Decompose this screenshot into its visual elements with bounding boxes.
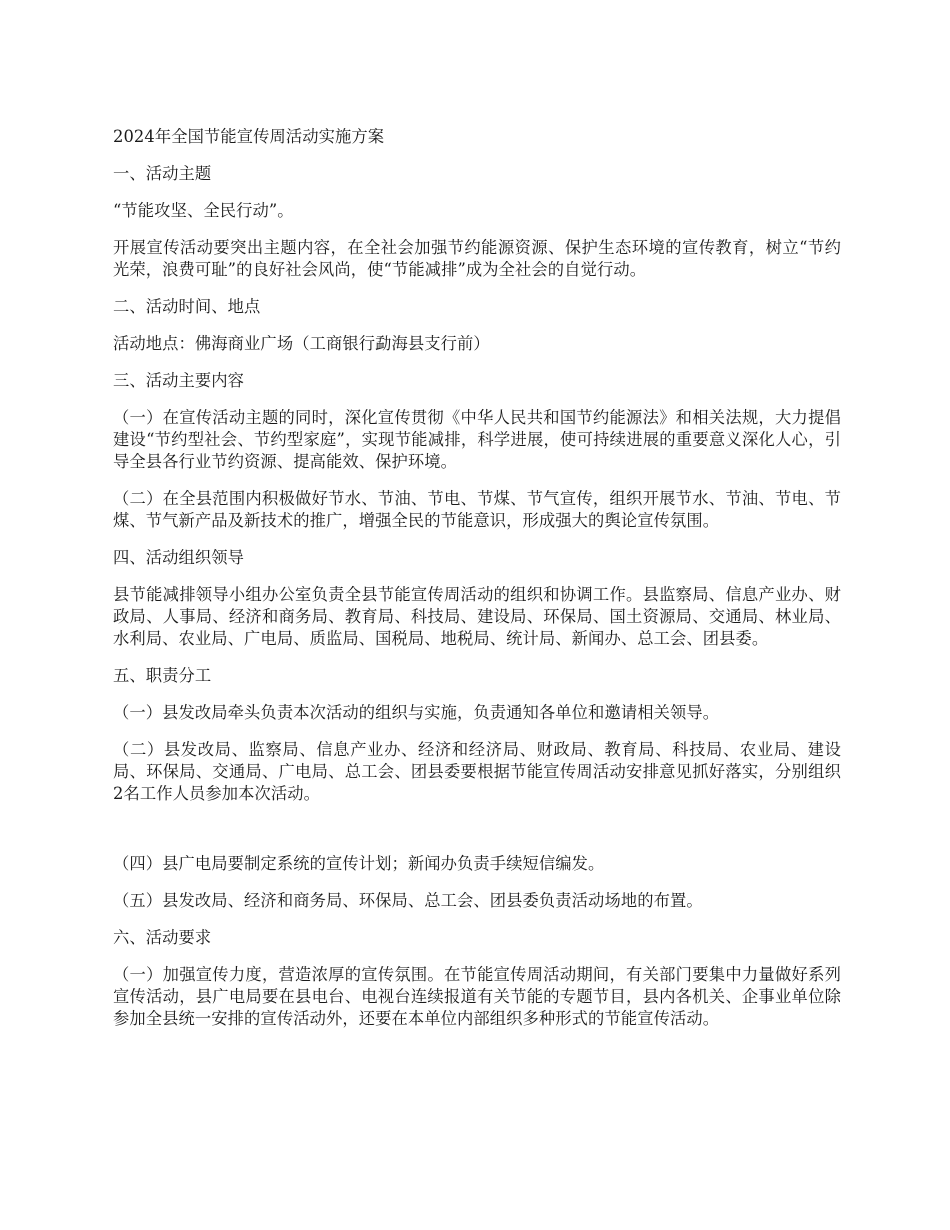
- paragraph-responsibility-2: （二）县发改局、监察局、信息产业办、经济和经济局、财政局、教育局、科技局、农业局、建设局、环保局、交通局、广电局、总工会、团县委要根据节能宣传周活动安排意见抓好落实，分别组织2名工作人员参加本次活动。: [113, 740, 841, 803]
- document-body: [113, 126, 841, 1045]
- paragraph-content-2: （二）在全县范围内积极做好节水、节油、节电、节煤、节气宣传，组织开展节水、节油、节电、节煤、节气新产品及新技术的推广，增强全民的节能意识，形成强大的舆论宣传氛围。: [113, 489, 841, 530]
- paragraph-location: 活动地点：佛海商业广场（工商银行勐海县支行前）: [113, 334, 490, 353]
- paragraph-requirement-1: （一）加强宣传力度，营造浓厚的宣传氛围。在节能宣传周活动期间，有关部门要集中力量做好系列宣传活动，县广电局要在县电台、电视台连续报道有关节能的专题节目，县内各机关、企事业单位除参加全县统一安排的宣传活动外，还要在本单位内部组织多种形式的节能宣传活动。: [113, 965, 841, 1028]
- heading-activity-theme: 一、活动主题: [113, 164, 212, 183]
- paragraph-responsibility-1: （一）县发改局牵头负责本次活动的组织与实施，负责通知各单位和邀请相关领导。: [113, 703, 720, 722]
- paragraph-responsibility-5: （五）县发改局、经济和商务局、环保局、总工会、团县委负责活动场地的布置。: [113, 891, 703, 910]
- paragraph-content-1: （一）在宣传活动主题的同时，深化宣传贯彻《中华人民共和国节约能源法》和相关法规，大力提倡建设“节约型社会、节约型家庭”，实现节能减排，科学进展，使可持续进展的重要意义深化人心，引导全县各行业节约资源、提高能效、保护环境。: [113, 408, 841, 471]
- heading-time-location: 二、活动时间、地点: [113, 297, 261, 316]
- heading-requirements: 六、活动要求: [113, 928, 212, 947]
- blank-gap: [113, 820, 841, 853]
- document-title: 2024年全国节能宣传周活动实施方案: [113, 127, 385, 146]
- paragraph-theme-description: 开展宣传活动要突出主题内容，在全社会加强节约能源资源、保护生态环境的宣传教育，树立“节约光荣，浪费可耻”的良好社会风尚，使“节能减排”成为全社会的自觉行动。: [113, 238, 841, 279]
- paragraph-responsibility-4: （四）县广电局要制定系统的宣传计划；新闻办负责手续短信编发。: [113, 854, 605, 873]
- heading-organization: 四、活动组织领导: [113, 548, 245, 567]
- heading-responsibilities: 五、职责分工: [113, 666, 212, 685]
- heading-main-content: 三、活动主要内容: [113, 371, 245, 390]
- paragraph-theme-slogan: “节能攻坚、全民行动”。: [113, 201, 294, 220]
- paragraph-organization: 县节能减排领导小组办公室负责全县节能宣传周活动的组织和协调工作。县监察局、信息产业办、财政局、人事局、经济和商务局、教育局、科技局、建设局、环保局、国土资源局、交通局、林业局、水利局、农业局、广电局、质监局、国税局、地税局、统计局、新闻办、总工会、团县委。: [113, 585, 841, 648]
